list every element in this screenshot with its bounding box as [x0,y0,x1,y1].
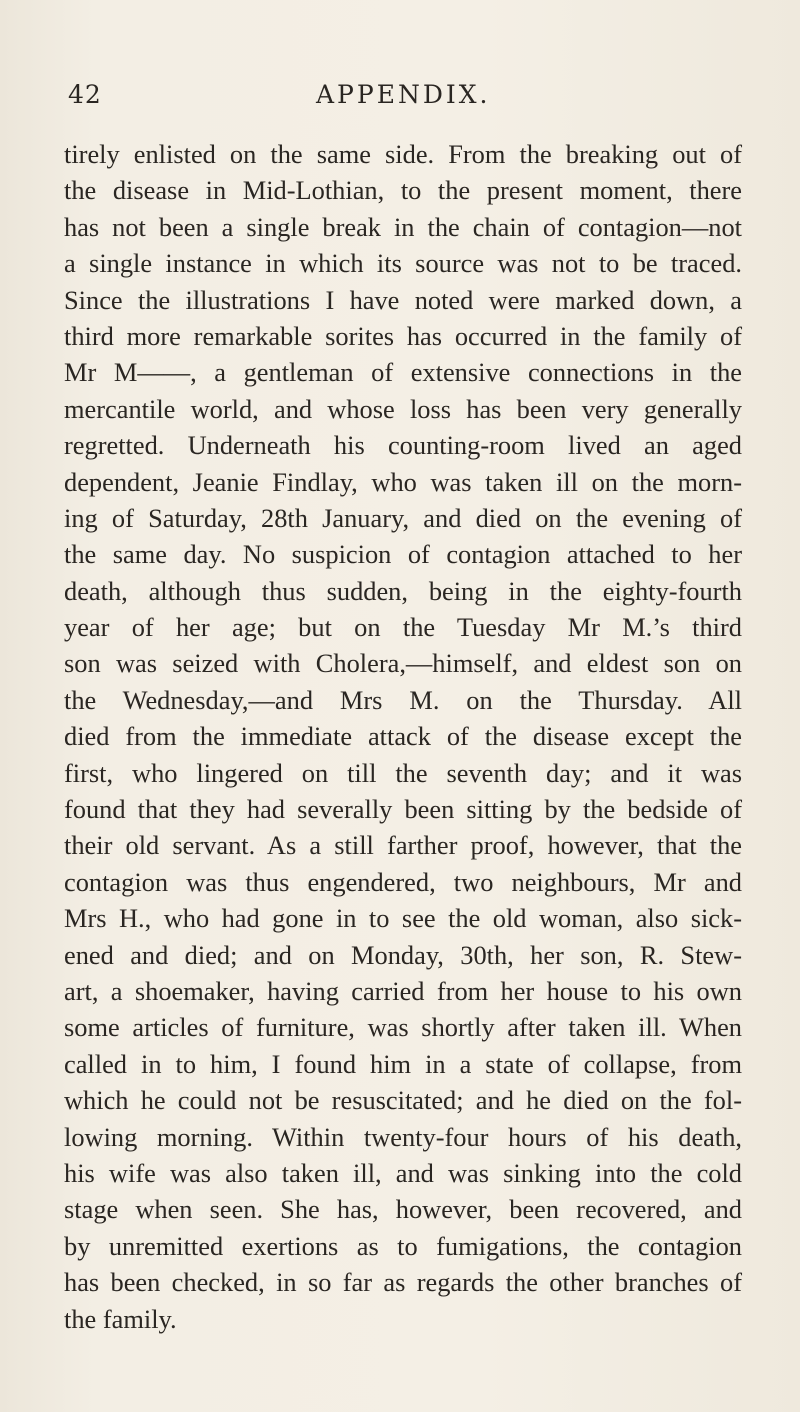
text-line: found that they had severally been sitting by the bedside of [64,794,742,825]
text-line: the same day. No suspicion of contagion attached to her [64,539,742,570]
text-line: year of her age; but on the Tuesday Mr M.’s third [64,612,742,643]
text-line: contagion was thus engendered, two neighbours, Mr and [64,866,742,897]
text-line: the disease in Mid-Lothian, to the present moment, there [64,175,742,206]
text-line: art, a shoemaker, having carried from her house to his own [64,975,742,1006]
text-line: ened and died; and on Monday, 30th, her son, R. Stew- [64,939,742,970]
text-line: dependent, Jeanie Findlay, who was taken ill on the morn- [64,466,742,497]
text-line: Since the illustrations I have noted were marked down, a [64,284,742,315]
page-number: 42 [68,80,102,109]
text-line: his wife was also taken ill, and was sinking into the cold [64,1157,742,1188]
text-line: Mrs H., who had gone in to see the old woman, also sick- [64,903,742,934]
text-line: which he could not be resuscitated; and he died on the fol- [64,1085,742,1116]
text-line: Mr M——, a gentleman of extensive connections in the [64,357,742,388]
text-line: has not been a single break in the chain of contagion—not [64,211,742,242]
text-line: third more remarkable sorites has occurred in the family of [64,320,742,351]
text-line: the family. [64,1303,177,1334]
text-line: called in to him, I found him in a state of collapse, from [64,1048,742,1079]
text-line: first, who lingered on till the seventh day; and it was [64,757,742,788]
text-line: by unremitted exertions as to fumigations, the contagion [64,1230,742,1261]
running-head: APPENDIX. [316,80,491,109]
text-line: some articles of furniture, was shortly after taken ill. When [64,1012,742,1043]
text-line: their old servant. As a still farther proof, however, that the [64,830,742,861]
text-line: a single instance in which its source was not to be traced. [64,248,742,279]
body-paragraph [64,136,742,1337]
text-line: regretted. Underneath his counting-room lived an aged [64,430,742,461]
text-line: the Wednesday,—and Mrs M. on the Thursday. All [64,684,742,715]
text-line: ing of Saturday, 28th January, and died on the evening of [64,502,742,533]
text-line: stage when seen. She has, however, been recovered, and [64,1194,742,1225]
text-line: lowing morning. Within twenty-four hours of his death, [64,1121,742,1152]
text-line: mercantile world, and whose loss has been very generally [64,393,742,424]
text-line: son was seized with Cholera,—himself, and eldest son on [64,648,742,679]
text-line: tirely enlisted on the same side. From the breaking out of [64,139,742,169]
page-header [68,80,758,114]
text-line: died from the immediate attack of the disease except the [64,721,742,752]
text-line: death, although thus sudden, being in the eighty-fourth [64,575,742,606]
text-line: has been checked, in so far as regards the other branches of [64,1267,742,1298]
